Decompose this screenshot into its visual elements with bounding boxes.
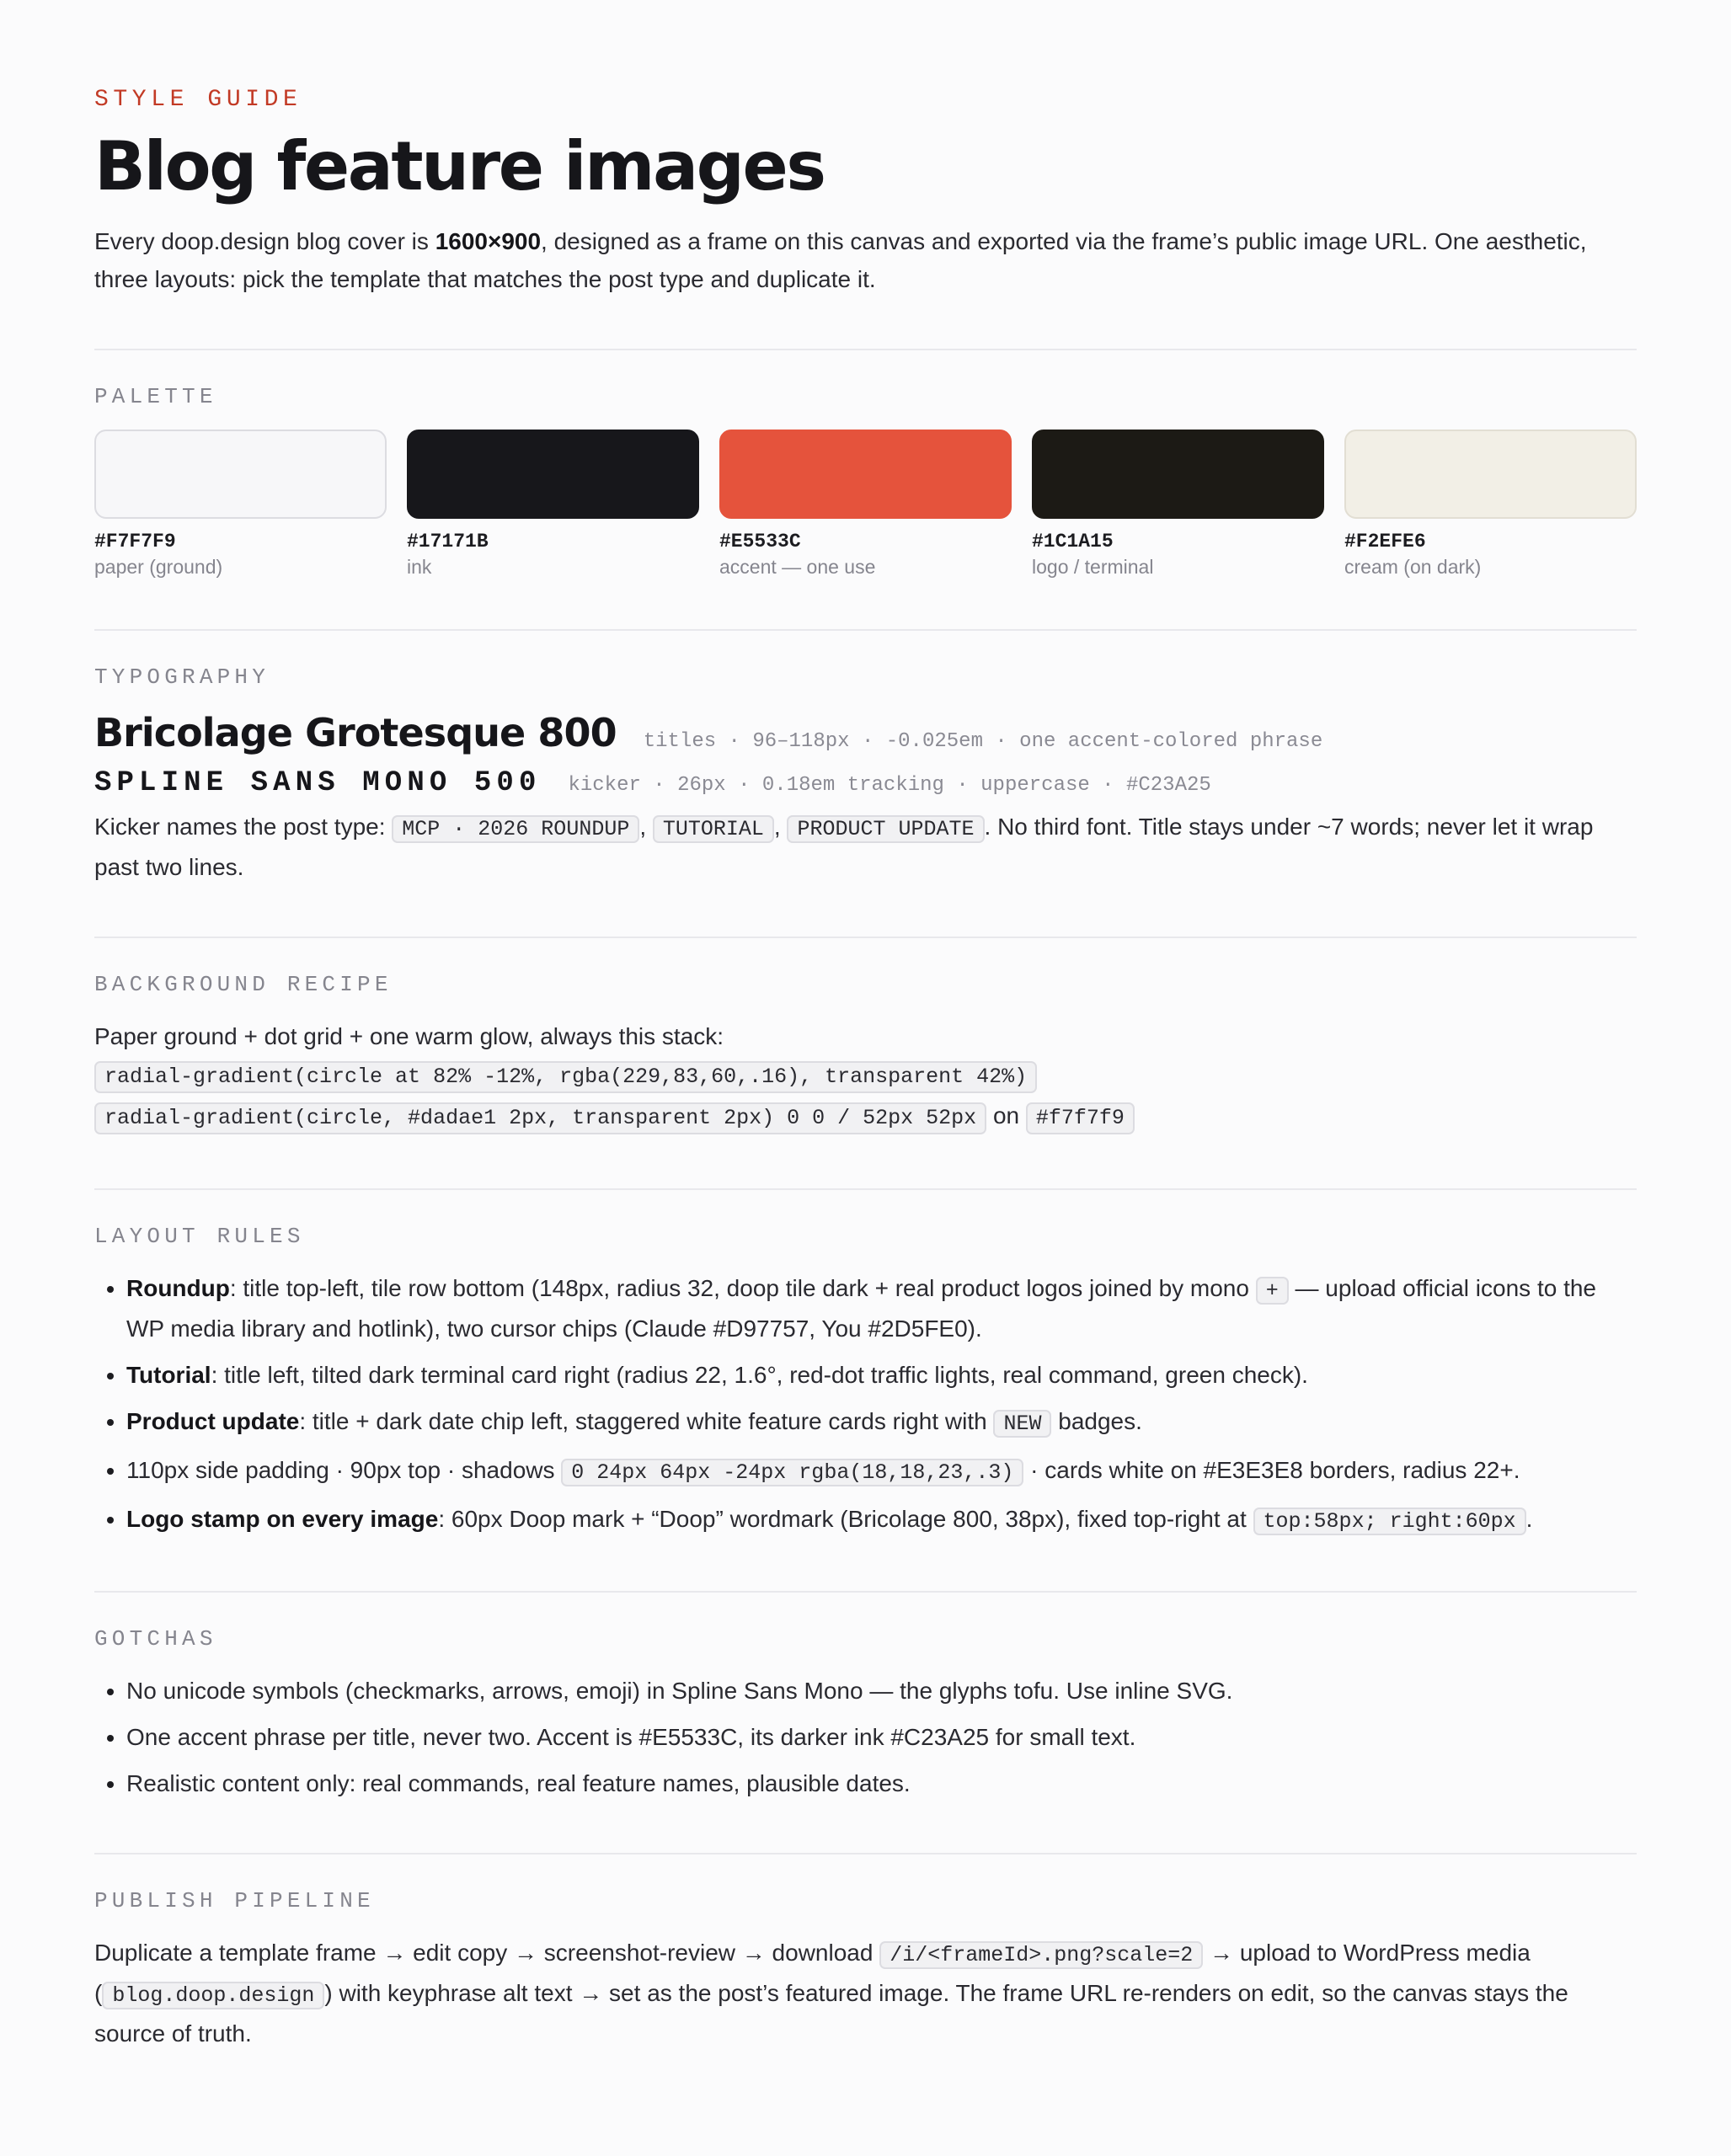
divider <box>94 1853 1637 1854</box>
divider <box>94 1188 1637 1190</box>
plus-code: + <box>1256 1277 1289 1305</box>
intro-size: 1600×900 <box>435 228 542 254</box>
kicker-example: PRODUCT UPDATE <box>787 815 984 843</box>
publish-title: PUBLISH PIPELINE <box>94 1888 375 1913</box>
intro-text-pre: Every doop.design blog cover is <box>94 228 435 254</box>
swatch-hex: #F2EFE6 <box>1344 531 1426 552</box>
shadow-code: 0 24px 64px -24px rgba(18,18,23,.3) <box>561 1459 1023 1486</box>
swatch-hex: #E5533C <box>719 531 801 552</box>
ground-code: #f7f7f9 <box>1026 1102 1135 1134</box>
layout-section <box>94 1224 1637 1540</box>
gradient-code-1: radial-gradient(circle at 82% -12%, rgba(229,83,60,.16), transparent 42%) <box>94 1061 1037 1093</box>
list-item <box>126 1269 1637 1348</box>
rule-text: badges. <box>1051 1408 1142 1434</box>
rule-name: Tutorial <box>126 1362 211 1388</box>
list-item <box>126 1402 1637 1443</box>
swatch-chip <box>1344 430 1637 519</box>
list-item <box>126 1451 1637 1492</box>
mono-font-meta: kicker · 26px · 0.18em tracking · uppercase · #C23A25 <box>568 774 1211 797</box>
rule-text: . <box>1525 1506 1533 1532</box>
page-kicker: STYLE GUIDE <box>94 87 302 113</box>
swatch-chip <box>719 430 1012 519</box>
kicker-example: MCP · 2026 ROUNDUP <box>392 815 639 843</box>
rule-text: · cards white on #E3E3E8 borders, radius 22+. <box>1023 1457 1520 1483</box>
swatch-label: logo / terminal <box>1032 556 1154 578</box>
layout-title: LAYOUT RULES <box>94 1224 305 1249</box>
mono-font-sample: SPLINE SANS MONO 500 <box>94 767 542 799</box>
rule-name: Logo stamp on every image <box>126 1506 439 1532</box>
export-url-code: /i/<frameId>.png?scale=2 <box>879 1941 1203 1969</box>
domain-code: blog.doop.design <box>102 1982 324 2009</box>
swatch-logo <box>1032 430 1324 579</box>
palette-section <box>94 384 1637 579</box>
rule-text: — upload official icons to the WP media library and hotlink), two cursor chips (Claude #D97757, You #2D5FE0). <box>126 1275 1597 1342</box>
intro-text-post: , designed as a frame on this canvas and exported via the frame’s public image URL. One aesthetic, three layouts: pick the template that matches the post type and duplicate it. <box>94 228 1587 292</box>
rule-text: : title top-left, tile row bottom (148px, radius 32, doop tile dark + real product logos joined by mono <box>229 1275 1256 1301</box>
swatch-label: accent — one use <box>719 556 876 578</box>
swatch-ink <box>407 430 699 579</box>
swatch-hex: #F7F7F9 <box>94 531 176 552</box>
display-font-row <box>94 710 1637 755</box>
display-font-sample: Bricolage Grotesque 800 <box>94 710 617 755</box>
rule-name: Product update <box>126 1408 300 1434</box>
publish-section <box>94 1888 1637 2052</box>
publish-text: ) with keyphrase alt text → set as the post’s featured image. The frame URL re-renders on edit, so the canvas stays the source of truth. <box>94 1980 1568 2047</box>
swatch-label: paper (ground) <box>94 556 223 578</box>
position-code: top:58px; right:60px <box>1253 1508 1526 1535</box>
gradient-code-2: radial-gradient(circle, #dadae1 2px, transparent 2px) 0 0 / 52px 52px <box>94 1102 986 1134</box>
divider <box>94 937 1637 938</box>
list-item: • One accent phrase per title, never two. Accent is #E5533C, its darker ink #C23A25 for small text. <box>126 1718 1637 1756</box>
gotchas-section <box>94 1626 1637 1802</box>
intro-paragraph <box>94 222 1637 298</box>
gotchas-title: GOTCHAS <box>94 1626 217 1652</box>
typography-title: TYPOGRAPHY <box>94 664 270 690</box>
swatch-label: ink <box>407 556 432 578</box>
rule-text: 110px side padding · 90px top · shadows <box>126 1457 562 1483</box>
new-badge-code: NEW <box>993 1410 1051 1438</box>
background-section <box>94 972 1637 1138</box>
divider <box>94 629 1637 631</box>
swatch-chip <box>1032 430 1324 519</box>
kicker-note-pre: Kicker names the post type: <box>94 814 393 840</box>
swatch-accent <box>719 430 1012 579</box>
publish-text: Duplicate a template frame → edit copy → screenshot-review → download <box>94 1940 880 1966</box>
list-item: • Realistic content only: real commands, real feature names, plausible dates. <box>126 1764 1637 1802</box>
background-title: BACKGROUND RECIPE <box>94 972 393 997</box>
list-item <box>126 1356 1637 1394</box>
divider <box>94 349 1637 350</box>
swatch-chip <box>407 430 699 519</box>
publish-paragraph <box>94 1934 1637 2052</box>
layout-list <box>94 1269 1637 1540</box>
display-font-meta: titles · 96–118px · -0.025em · one accent-colored phrase <box>643 730 1323 753</box>
list-item <box>126 1500 1637 1540</box>
gotchas-list <box>94 1672 1637 1802</box>
typography-section <box>94 664 1637 886</box>
swatch-cream <box>1344 430 1637 579</box>
kicker-note: Kicker names the post type: MCP · 2026 ROUNDUP , TUTORIAL , PRODUCT UPDATE . No third font. Title stays under ~7 words; never let it wrap past two lines. <box>94 814 1594 880</box>
swatch-label: cream (on dark) <box>1344 556 1482 578</box>
swatch-chip <box>94 430 387 519</box>
mono-font-row <box>94 767 1637 799</box>
swatch-row <box>94 430 1637 579</box>
kicker-example: TUTORIAL <box>653 815 774 843</box>
swatch-hex: #1C1A15 <box>1032 531 1114 552</box>
kicker-note-post: . No third font. Title stays under ~7 words; never let it wrap past two lines. <box>94 814 1594 880</box>
rule-text: : title + dark date chip left, staggered white feature cards right with <box>299 1408 994 1434</box>
background-on: on <box>986 1102 1026 1129</box>
rule-name: Roundup <box>126 1275 230 1301</box>
background-lead: Paper ground + dot grid + one warm glow, always this stack: <box>94 1023 724 1049</box>
publish-text: → upload to WordPress media ( <box>94 1940 1531 2006</box>
divider <box>94 1591 1637 1593</box>
background-code <box>94 1055 1637 1138</box>
swatch-paper <box>94 430 387 579</box>
swatch-hex: #17171B <box>407 531 489 552</box>
palette-title: PALETTE <box>94 384 217 409</box>
page-title: Blog feature images <box>94 127 825 205</box>
rule-text: : 60px Doop mark + “Doop” wordmark (Bricolage 800, 38px), fixed top-right at <box>438 1506 1253 1532</box>
rule-text: : title left, tilted dark terminal card right (radius 22, 1.6°, red-dot traffic lights, real command, green check). <box>211 1362 1308 1388</box>
list-item: • No unicode symbols (checkmarks, arrows, emoji) in Spline Sans Mono — the glyphs tofu. Use inline SVG. <box>126 1672 1637 1710</box>
